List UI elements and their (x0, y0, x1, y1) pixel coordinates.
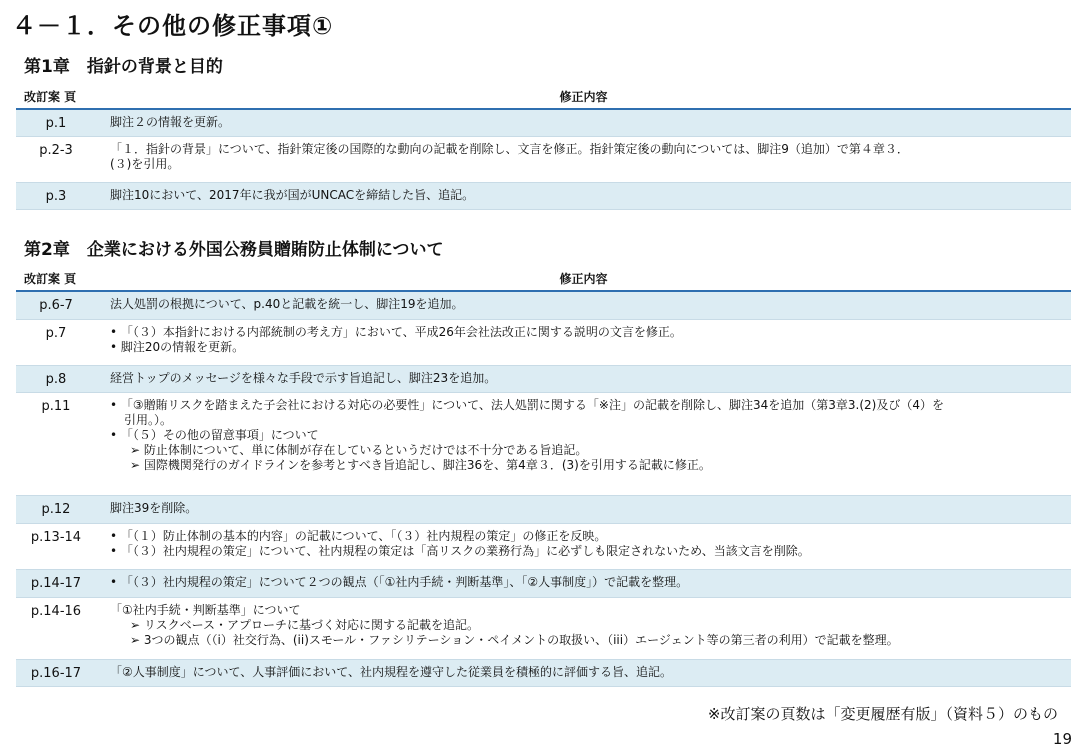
slide-title: ４－１．その他の修正事項① (12, 12, 334, 40)
sub-bullet-item: ➢ 防止体制について、単に体制が存在しているというだけでは不十分である旨追記。 (130, 442, 588, 457)
table-row (16, 495, 1071, 523)
page-column-header: 改訂案 頁 (16, 266, 96, 291)
row-content (96, 183, 1071, 210)
row-page: p.14-16 (16, 597, 96, 659)
row-page: p.6-7 (16, 291, 96, 319)
row-page: p.14-17 (16, 569, 96, 597)
row-page: p.3 (16, 183, 96, 210)
table-row (16, 569, 1071, 597)
row-content (96, 137, 1071, 183)
table-row (16, 523, 1071, 569)
content-line: 「②人事制度」について、人事評価において、社内規程を遵守した従業員を積極的に評価する旨、追記。 (110, 664, 673, 679)
row-content (96, 569, 1071, 597)
table-row (16, 365, 1071, 392)
bullet-item: • 「（５）その他の留意事項」について (110, 427, 319, 442)
page-column-header: 改訂案 頁 (16, 84, 96, 109)
content-line: 脚注10において、2017年に我が国がUNCACを締結した旨、追記。 (110, 188, 475, 202)
row-content (96, 109, 1071, 137)
table-row (16, 319, 1071, 365)
sub-bullet-item: ➢ 3つの観点（（i）社交行為、(ii)スモール・ファシリテーション・ペイメントの取扱い、（iii）エージェント等の第三者の利用）で記載を整理。 (130, 632, 899, 647)
footnote: ※改訂案の頁数は「変更履歴有版」（資料５）のもの (707, 705, 1058, 723)
bullet-item: • 「（３）社内規程の策定」について２つの観点（「①社内手続・判断基準」、「②人事制度」）で記載を整理。 (110, 574, 689, 589)
bullet-continuation: 引用。）。 (124, 412, 173, 427)
content-line: (３)を引用。 (110, 157, 180, 171)
chapter2-table (16, 266, 1071, 687)
table-row (16, 291, 1071, 319)
row-content (96, 365, 1071, 392)
chapter1-title: 第1章 指針の背景と目的 (24, 57, 223, 77)
row-page: p.7 (16, 319, 96, 365)
row-content (96, 523, 1071, 569)
table-row (16, 137, 1071, 183)
bullet-item: • 「（３）社内規程の策定」について、社内規程の策定は「高リスクの業務行為」に必ずしも限定されないため、当該文言を削除。 (110, 543, 810, 558)
row-page: p.1 (16, 109, 96, 137)
content-line: 「①社内手続・判断基準」について (110, 602, 301, 617)
bullet-item: • 「（３）本指針における内部統制の考え方」において、平成26年会社法改正に関する説明の文言を修正。 (110, 324, 682, 339)
row-content (96, 392, 1071, 495)
page-number: 19 (1052, 730, 1072, 748)
table-row (16, 659, 1071, 686)
content-line: 脚注２の情報を更新。 (110, 115, 231, 129)
row-content (96, 597, 1071, 659)
bullet-item: • 「（１）防止体制の基本的内容」の記載について、「（３）社内規程の策定」の修正を反映。 (110, 528, 607, 543)
table-row (16, 109, 1071, 137)
content-line: 経営トップのメッセージを様々な手段で示す旨追記し、脚注23を追加。 (110, 370, 497, 385)
table-row (16, 392, 1071, 495)
bullet-item: • 脚注20の情報を更新。 (110, 339, 245, 354)
sub-bullet-item: ➢ 国際機関発行のガイドラインを参考とすべき旨追記し、脚注36を、第4章３．(3)を引用する記載に修正。 (130, 457, 711, 472)
bullet-item: • 「③贈賄リスクを踏まえた子会社における対応の必要性」について、法人処罰に関する「※注」の記載を削除し、脚注34を追加（第3章3.(2)及び（4）を (110, 397, 944, 412)
table-row (16, 597, 1071, 659)
content-line: 法人処罰の根拠について、p.40と記載を統一し、脚注19を追加。 (110, 297, 464, 311)
row-page: p.16-17 (16, 659, 96, 686)
content-column-header: 修正内容 (96, 84, 1071, 109)
chapter1-table (16, 84, 1071, 210)
row-page: p.8 (16, 365, 96, 392)
row-page: p.11 (16, 392, 96, 495)
row-page: p.2-3 (16, 137, 96, 183)
row-content (96, 291, 1071, 319)
table-row (16, 183, 1071, 210)
row-content (96, 659, 1071, 686)
row-page: p.12 (16, 495, 96, 523)
content-column-header: 修正内容 (96, 266, 1071, 291)
content-line: 脚注39を削除。 (110, 500, 198, 515)
row-page: p.13-14 (16, 523, 96, 569)
content-line: 「１．指針の背景」について、指針策定後の国際的な動向の記載を削除し、文言を修正。指針策定後の動向については、脚注9（追加）で第４章３． (110, 142, 909, 156)
chapter2-title: 第2章 企業における外国公務員贈賄防止体制について (24, 240, 444, 260)
row-content (96, 319, 1071, 365)
row-content (96, 495, 1071, 523)
sub-bullet-item: ➢ リスクベース・アプローチに基づく対応に関する記載を追記。 (130, 617, 480, 632)
